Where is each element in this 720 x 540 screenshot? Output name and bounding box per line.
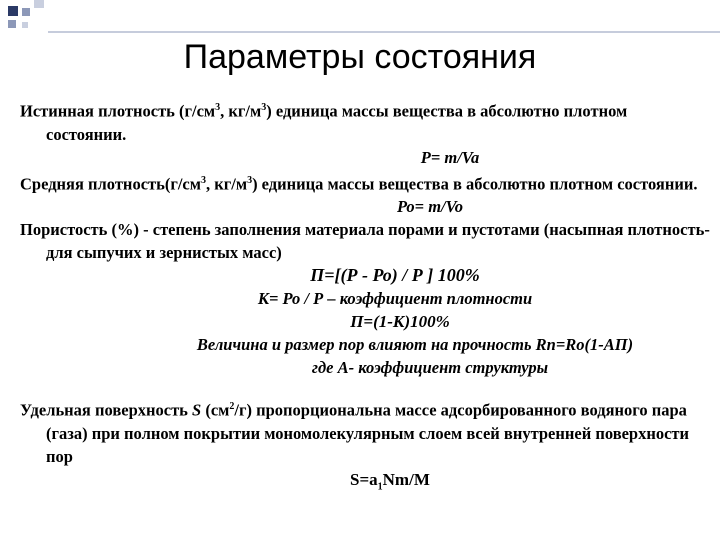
average-density-formula: Ро= m/Vo	[396, 197, 464, 216]
density-coefficient-formula: К= Ро / Р – коэффициент плотности	[257, 289, 533, 308]
specific-surface-paragraph: Удельная поверхность S $(см^2/г)$ пропорциональна массе адсорбированного водяного пара (газа) при полном покрытии мономолекулярным слоем всей внутренней поверхности пор	[20, 400, 690, 466]
deco-square	[8, 20, 16, 28]
deco-square	[22, 22, 28, 28]
porosity-formula: П=[(Р - Ро) / Р ] 100%	[310, 265, 480, 285]
deco-square	[22, 8, 30, 16]
average-density-paragraph: Средняя $плотность(г/см^3$, $кг/м^3$) единица массы вещества в абсолютно плотном состоянии.	[20, 174, 698, 193]
spacer	[20, 379, 710, 395]
structure-coefficient-note: где А- коэффициент структуры	[311, 358, 549, 377]
specific-surface-formula: $S=a_1Nm/M$	[350, 469, 430, 492]
deco-square	[34, 0, 44, 8]
strength-formula: Величина и размер пор влияют на прочность Rn=Ro(1-AП)	[196, 335, 634, 354]
slide-title: Параметры состояния	[183, 38, 537, 76]
true-density-paragraph: Истинная плотность ($г/см^3$, $кг/м^3$) единица массы вещества в абсолютно плотном состоянии.	[20, 101, 628, 144]
porosity-paragraph: Пористость (%) - степень заполнения материала порами и пустотами (насыпная плотность- для сыпучих и зернистых масс)	[20, 220, 710, 262]
corner-decoration	[0, 0, 720, 40]
true-density-formula: Р= m/Va	[420, 147, 480, 167]
slide-content	[20, 96, 710, 498]
deco-square	[8, 6, 18, 16]
porosity-coefficient-formula: П=(1-К)100%	[350, 312, 450, 331]
